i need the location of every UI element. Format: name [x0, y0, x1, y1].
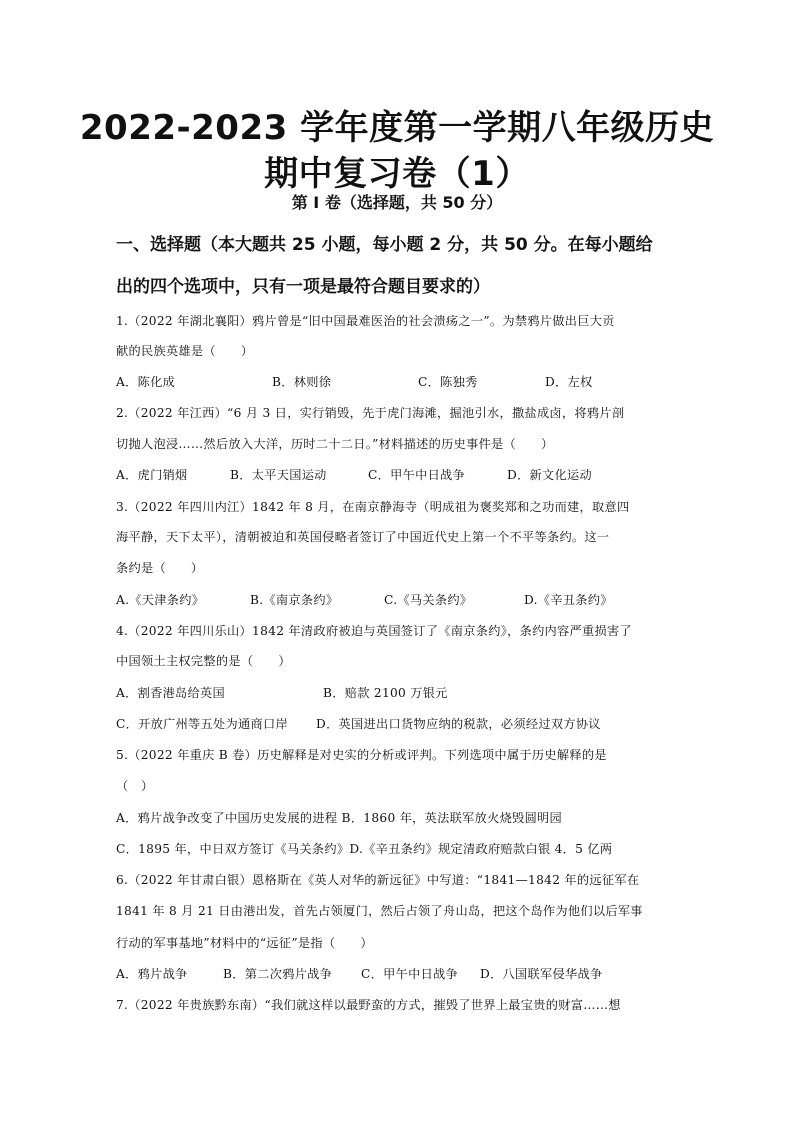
question-7-text: 7.（2022 年贵族黔东南）“我们就这样以最野蛮的方式，摧毁了世界上最宝贵的财富……想: [116, 998, 621, 1012]
option-b: B.《南京条约》: [250, 593, 339, 607]
question-3-text: 3.（2022 年四川内江）1842 年 8 月，在南京静海寺（明成祖为褒奖郑和之功而建，取意四: [116, 500, 630, 514]
option-d: D．左权: [545, 375, 593, 389]
option-b: B．赔款 2100 万银元: [323, 686, 448, 700]
question-5-options-row2: C．1895 年，中日双方签订《马关条约》D.《辛丑条约》规定清政府赔款白银 4．5 亿两: [116, 842, 613, 856]
option-c: C．甲午中日战争: [361, 967, 459, 981]
question-1-text: 1.（2022 年湖北襄阳）鸦片曾是“旧中国最难医治的社会溃疡之一”。为禁鸦片做出巨大贡: [116, 314, 615, 328]
question-1-options: [116, 374, 593, 390]
option-a: A.《天津条约》: [116, 593, 205, 607]
option-a: A．虎门销烟: [116, 468, 188, 482]
section-heading: 一、选择题（本大题共 25 小题，每小题 2 分，共 50 分。在每小题给: [116, 235, 653, 255]
option-c: C．甲午中日战争: [368, 468, 466, 482]
question-4-options-row2: [116, 716, 601, 732]
question-3-options: [116, 592, 613, 608]
question-6-text-cont: 1841 年 8 月 21 日由港出发，首先占领厦门，然后占领了舟山岛，把这个岛作为他们以后军事: [116, 904, 643, 918]
question-6-text: 6.（2022 年甘肃白银）恩格斯在《英人对华的新远征》中写道：“1841—1842 年的远征军在: [116, 873, 640, 887]
exam-title-line2: 期中复习卷（1）: [264, 154, 530, 194]
section-heading-line2: 出的四个选项中，只有一项是最符合题目要求的）: [116, 277, 490, 297]
option-c: C.《马关条约》: [384, 593, 473, 607]
question-1-text-cont: 献的民族英雄是（ ）: [116, 344, 254, 358]
option-a: A．割香港岛给英国: [116, 686, 226, 700]
exam-title: 2022-2023 学年度第一学期八年级历史: [79, 108, 715, 148]
question-4-text: 4.（2022 年四川乐山）1842 年清政府被迫与英国签订了《南京条约》，条约内容严重损害了: [116, 624, 632, 638]
question-2-options: [116, 467, 592, 483]
question-4-text-cont: 中国领土主权完整的是（ ）: [116, 654, 291, 668]
question-3-text-cont2: 条约是（ ）: [116, 561, 204, 575]
volume-subtitle: 第 I 卷（选择题，共 50 分）: [291, 193, 503, 212]
question-2-text: 2.（2022 年江西）“6 月 3 日，实行销毁，先于虎门海滩，掘池引水，撒盐成卤，将鸦片剖: [116, 406, 625, 420]
option-a: A．鸦片战争: [116, 967, 188, 981]
question-6-text-cont2: 行动的军事基地”材料中的“远征”是指（ ）: [116, 936, 373, 950]
option-d: D.《辛丑条约》: [524, 593, 613, 607]
option-b: B．林则徐: [272, 375, 332, 389]
option-b: B．第二次鸦片战争: [223, 967, 333, 981]
option-d: D．八国联军侵华战争: [480, 967, 603, 981]
question-6-options: [116, 966, 602, 982]
question-5-text: 5.（2022 年重庆 B 卷）历史解释是对史实的分析或评判。下列选项中属于历史解释的是: [116, 748, 607, 762]
question-4-options-row1: [116, 685, 448, 701]
option-d: D．新文化运动: [507, 468, 592, 482]
question-5-text-cont: （ ）: [116, 779, 154, 793]
question-2-text-cont: 切抛人泡浸……然后放入大洋，历时二十二日。”材料描述的历史事件是（ ）: [116, 437, 554, 451]
option-c: C．开放广州等五处为通商口岸: [116, 717, 288, 731]
option-b: B．太平天国运动: [230, 468, 327, 482]
option-c: C．陈独秀: [418, 375, 478, 389]
question-3-text-cont: 海平静，天下太平），清朝被迫和英国侵略者签订了中国近代史上第一个不平等条约。这一: [116, 530, 610, 544]
option-a: A．陈化成: [116, 375, 176, 389]
question-5-options-row1: A．鸦片战争改变了中国历史发展的进程 B．1860 年，英法联军放火烧毁圆明园: [116, 811, 563, 825]
option-d: D．英国进出口货物应纳的税款，必须经过双方协议: [316, 717, 601, 731]
